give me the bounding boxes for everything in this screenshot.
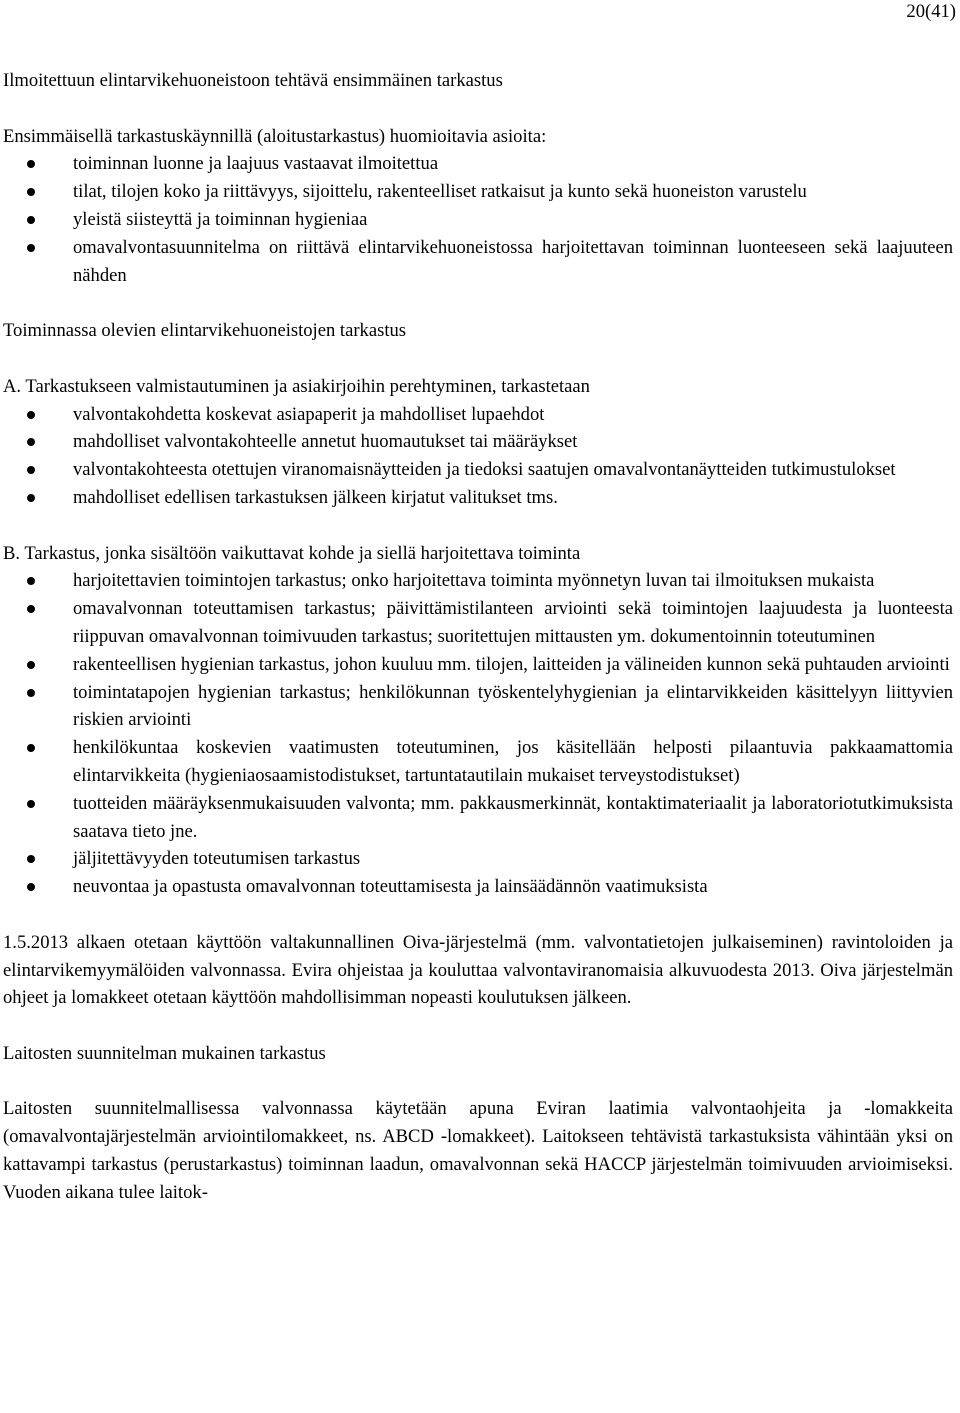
bullet-icon [27,689,35,697]
bullet-icon [27,438,35,446]
list-item: omavalvontasuunnitelma on riittävä elintarvikehuoneistossa harjoitettavan toiminnan luonteeseen sekä laajuuteen nähden [3,234,953,290]
spacer [3,95,953,123]
part-a-intro: A. Tarkastukseen valmistautuminen ja asiakirjoihin perehtyminen, tarkastetaan [3,375,590,397]
list-item: toimintatapojen hygienian tarkastus; henkilökunnan työskentelyhygienian ja elintarvikkeiden käsittelyyn liittyvien riskien arviointi [3,679,953,735]
section-heading-first-inspection: Ilmoitettuun elintarvikehuoneistoon tehtävä ensimmäinen tarkastus [3,70,503,91]
list-item: harjoitettavien toimintojen tarkastus; onko harjoitettava toiminta myönnetyn luvan tai ilmoituksen mukaista [3,567,953,595]
spacer [3,289,953,317]
list-item: yleistä siisteyttä ja toiminnan hygieniaa [3,206,953,234]
bullet-icon [27,216,35,224]
list-item: mahdolliset valvontakohteelle annetut huomautukset tai määräykset [3,428,953,456]
first-inspection-list [3,150,953,289]
spacer [3,345,953,373]
part-a-list [3,401,953,512]
bullet-icon [27,160,35,168]
bullet-icon [27,605,35,613]
spacer [3,512,953,540]
list-item: rakenteellisen hygienian tarkastus, johon kuuluu mm. tilojen, laitteiden ja välineiden kunnon sekä puhtauden arviointi [3,651,953,679]
oiva-paragraph: 1.5.2013 alkaen otetaan käyttöön valtakunnallinen Oiva-järjestelmä (mm. valvontatietojen julkaiseminen) ravintoloiden ja elintarvikemyymälöiden valvonnassa. Evira ohjeistaa ja kouluttaa valvontaviranomaisia alkuvuodesta 2013. Oiva järjestelmän ohjeet ja lomakkeet otetaan käyttöön mahdollisimman nopeasti koulutuksen jälkeen. [3,931,953,1009]
spacer [3,1012,953,1040]
list-item: jäljitettävyyden toteutumisen tarkastus [3,845,953,873]
bullet-icon [27,411,35,419]
page-number: 20(41) [906,1,956,22]
list-item: mahdolliset edellisen tarkastuksen jälkeen kirjatut valitukset tms. [3,484,953,512]
bullet-icon [27,661,35,669]
section-heading-active-premises: Toiminnassa olevien elintarvikehuoneistojen tarkastus [3,320,407,342]
plant-inspection-paragraph: Laitosten suunnitelmallisessa valvonnassa käytetään apuna Eviran laatimia valvontaohjeita ja -lomakkeita (omavalvontajärjestelmän arviointilomakkeet, ns. ABCD -lomakkeet). Laitokseen tehtävistä tarkastuksista vähintään yksi on kattavampi tarkastus (perustarkastus) toiminnan laadun, omavalvonnan sekä HACCP järjestelmän toimivuuden arvioimiseksi. Vuoden aikana tulee laitok- [3,1098,953,1203]
bullet-icon [27,244,35,252]
spacer [3,1068,953,1096]
list-item: tilat, tilojen koko ja riittävyys, sijoittelu, rakenteelliset ratkaisut ja kunto sekä huoneiston varustelu [3,178,953,206]
bullet-icon [27,883,35,891]
document-body [3,67,953,1207]
bullet-icon [27,744,35,752]
bullet-icon [27,577,35,585]
list-item: valvontakohteesta otettujen viranomaisnäytteiden ja tiedoksi saatujen omavalvontanäytteiden tutkimustulokset [3,456,953,484]
list-item: toiminnan luonne ja laajuus vastaavat ilmoitettua [3,150,953,178]
part-b-list [3,567,953,901]
section-heading-plant-inspection: Laitosten suunnitelman mukainen tarkastus [3,1042,326,1064]
part-b-intro: B. Tarkastus, jonka sisältöön vaikuttavat kohde ja siellä harjoitettava toiminta [3,542,581,564]
bullet-icon [27,855,35,863]
list-item: tuotteiden määräyksenmukaisuuden valvonta; mm. pakkausmerkinnät, kontaktimateriaalit ja laboratoriotutkimuksista saatava tieto jne. [3,790,953,846]
bullet-icon [27,494,35,502]
bullet-icon [27,466,35,474]
bullet-icon [27,800,35,808]
list-item: henkilökuntaa koskevien vaatimusten toteutuminen, jos käsitellään helposti pilaantuvia pakkaamattomia elintarvikkeita (hygieniaosaamistodistukset, tartuntatautilain mukaiset terveystodistukset) [3,734,953,790]
bullet-icon [27,188,35,196]
list-item: valvontakohdetta koskevat asiapaperit ja mahdolliset lupaehdot [3,401,953,429]
first-inspection-intro: Ensimmäisellä tarkastuskäynnillä (aloitustarkastus) huomioitavia asioita: [3,125,547,147]
list-item: omavalvonnan toteuttamisen tarkastus; päivittämistilanteen arviointi sekä toimintojen laajuudesta ja luonteesta riippuvan omavalvonnan toimivuuden tarkastus; suoritettujen mittausten ym. dokumentoinnin toteutuminen [3,595,953,651]
list-item: neuvontaa ja opastusta omavalvonnan toteuttamisesta ja lainsäädännön vaatimuksista [3,873,953,901]
spacer [3,901,953,929]
